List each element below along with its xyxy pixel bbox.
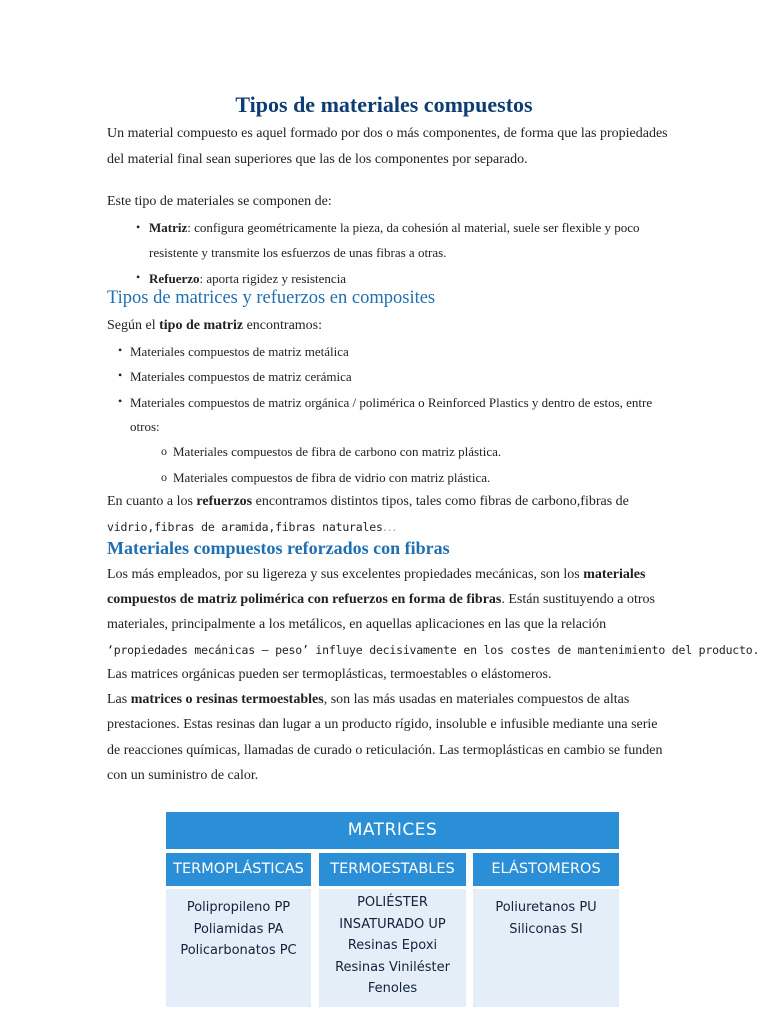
- refuerzos-list: vidrio,fibras de aramida,fibras naturales: [107, 520, 383, 534]
- p3-pre: Las: [107, 692, 131, 707]
- column-elastomeros: [473, 853, 619, 1007]
- matriz-type-item: Materiales compuestos de matriz orgánica / polimérica o Reinforced Plastics y dentro de estos, entre: [130, 395, 653, 410]
- matriz-line-1: [149, 219, 640, 237]
- refuerzos-post: encontramos distintos tipos, tales como fibras de carbono,fibras de: [252, 494, 629, 509]
- column-termoestables: [319, 853, 466, 1007]
- fibras-p3-line-2: prestaciones. Estas resinas dan lugar a un producto rígido, insoluble e infusible mediante una serie: [107, 717, 658, 732]
- p3-bold: matrices o resinas termoestables: [130, 692, 324, 707]
- fibras-p3-line-4: con un suministro de calor.: [107, 768, 259, 783]
- fibras-p1-line-1: [107, 566, 645, 584]
- intro-line-2: del material final sean superiores que las de los componentes por separado.: [107, 152, 528, 167]
- heading-matrices: Tipos de matrices y refuerzos en composites: [107, 288, 436, 308]
- column-body: [166, 889, 311, 1007]
- matriz-type-item-cont: otros:: [130, 419, 160, 434]
- lead-pre: Según el: [107, 318, 160, 333]
- matrix-item: Siliconas SI: [509, 921, 583, 937]
- refuerzos-ellipsis: …: [382, 520, 397, 535]
- column-title: TERMOESTABLES: [319, 853, 466, 886]
- matrices-table-header: MATRICES: [166, 812, 619, 849]
- sub-item: Materiales compuestos de fibra de vidrio con matriz plástica.: [173, 470, 491, 485]
- bullet-marker: •: [118, 343, 123, 357]
- refuerzos-line-1: [107, 493, 629, 511]
- matrix-item: Poliuretanos PU: [495, 900, 597, 915]
- column-title: ELÁSTOMEROS: [473, 853, 619, 886]
- sub-item: Materiales compuestos de fibra de carbono con matriz plástica.: [173, 444, 502, 459]
- matrix-item: POLIÉSTER: [357, 895, 428, 910]
- matriz-type-item: Materiales compuestos de matriz metálica: [130, 344, 349, 359]
- fibras-p1-line-4: ‘propiedades mecánicas – peso’ influye decisivamente en los costes de mantenimiento del producto.: [107, 643, 760, 657]
- column-body: [319, 889, 466, 1007]
- p1-post: . Están sustituyendo a otros: [501, 592, 655, 607]
- refuerzo-term: Refuerzo: [149, 271, 200, 286]
- column-body: [473, 889, 619, 1007]
- p1-bold2: compuestos de matriz polimérica con refuerzos en forma de fibras: [107, 592, 502, 607]
- refuerzo-text: : aporta rigidez y resistencia: [199, 271, 347, 286]
- matrices-table: [166, 812, 619, 1004]
- p1-bold1: materiales: [583, 567, 646, 582]
- matrices-lead: [107, 317, 322, 335]
- matrix-item: Fenoles: [367, 981, 418, 996]
- bullet-marker: •: [118, 394, 123, 408]
- matrix-item: Policarbonatos PC: [180, 943, 297, 958]
- matriz-text: : configura geométricamente la pieza, da cohesión al material, suele ser flexible y poco: [187, 220, 640, 235]
- sub-marker: o: [161, 470, 167, 484]
- matriz-line-2: resistente y transmite los esfuerzos de unas fibras a otras.: [149, 245, 447, 260]
- matrix-item: Resinas Viniléster: [335, 959, 450, 975]
- matrix-item: Polipropileno PP: [186, 900, 291, 915]
- intro-line-1: Un material compuesto es aquel formado por dos o más componentes, de forma que las propiedades: [107, 126, 668, 141]
- page-title: Tipos de materiales compuestos: [235, 92, 533, 117]
- matriz-term: Matriz: [149, 220, 188, 235]
- fibras-p1-line-2: [107, 591, 655, 609]
- fibras-p3-line-1: [107, 691, 629, 709]
- matriz-type-item: Materiales compuestos de matriz cerámica: [130, 369, 352, 384]
- p1-pre: Los más empleados, por su ligereza y sus excelentes propiedades mecánicas, son los: [107, 567, 584, 582]
- fibras-p2: Las matrices orgánicas pueden ser termoplásticas, termoestables o elástomeros.: [107, 667, 552, 682]
- lead-bold: tipo de matriz: [159, 318, 244, 333]
- fibras-p3-line-3: de reacciones químicas, llamadas de curado o reticulación. Las termoplásticas en cambio se funden: [107, 743, 663, 758]
- heading-fibras: Materiales compuestos reforzados con fibras: [107, 538, 450, 558]
- p3-post: , son las más usadas en materiales compuestos de altas: [323, 692, 630, 707]
- matrix-item: INSATURADO UP: [339, 916, 446, 932]
- refuerzos-bold: refuerzos: [196, 494, 253, 509]
- column-termoplasticas: [166, 853, 311, 1007]
- matrix-item: Poliamidas PA: [193, 921, 284, 937]
- fibras-p1-line-3: materiales, principalmente a los metálicos, en aquellas aplicaciones en las que la relación: [107, 617, 607, 632]
- lead-post: encontramos:: [243, 318, 323, 333]
- column-title: TERMOPLÁSTICAS: [166, 853, 311, 886]
- refuerzos-pre: En cuanto a los: [107, 494, 197, 509]
- bullet-marker: •: [118, 368, 123, 382]
- sub-marker: o: [161, 444, 167, 458]
- matrix-item: Resinas Epoxi: [347, 938, 438, 953]
- bullet-marker: •: [136, 270, 141, 284]
- components-lead: Este tipo de materiales se componen de:: [107, 194, 332, 209]
- bullet-marker: •: [136, 220, 141, 234]
- refuerzo-line: [149, 270, 346, 288]
- refuerzos-line-2: [107, 518, 397, 537]
